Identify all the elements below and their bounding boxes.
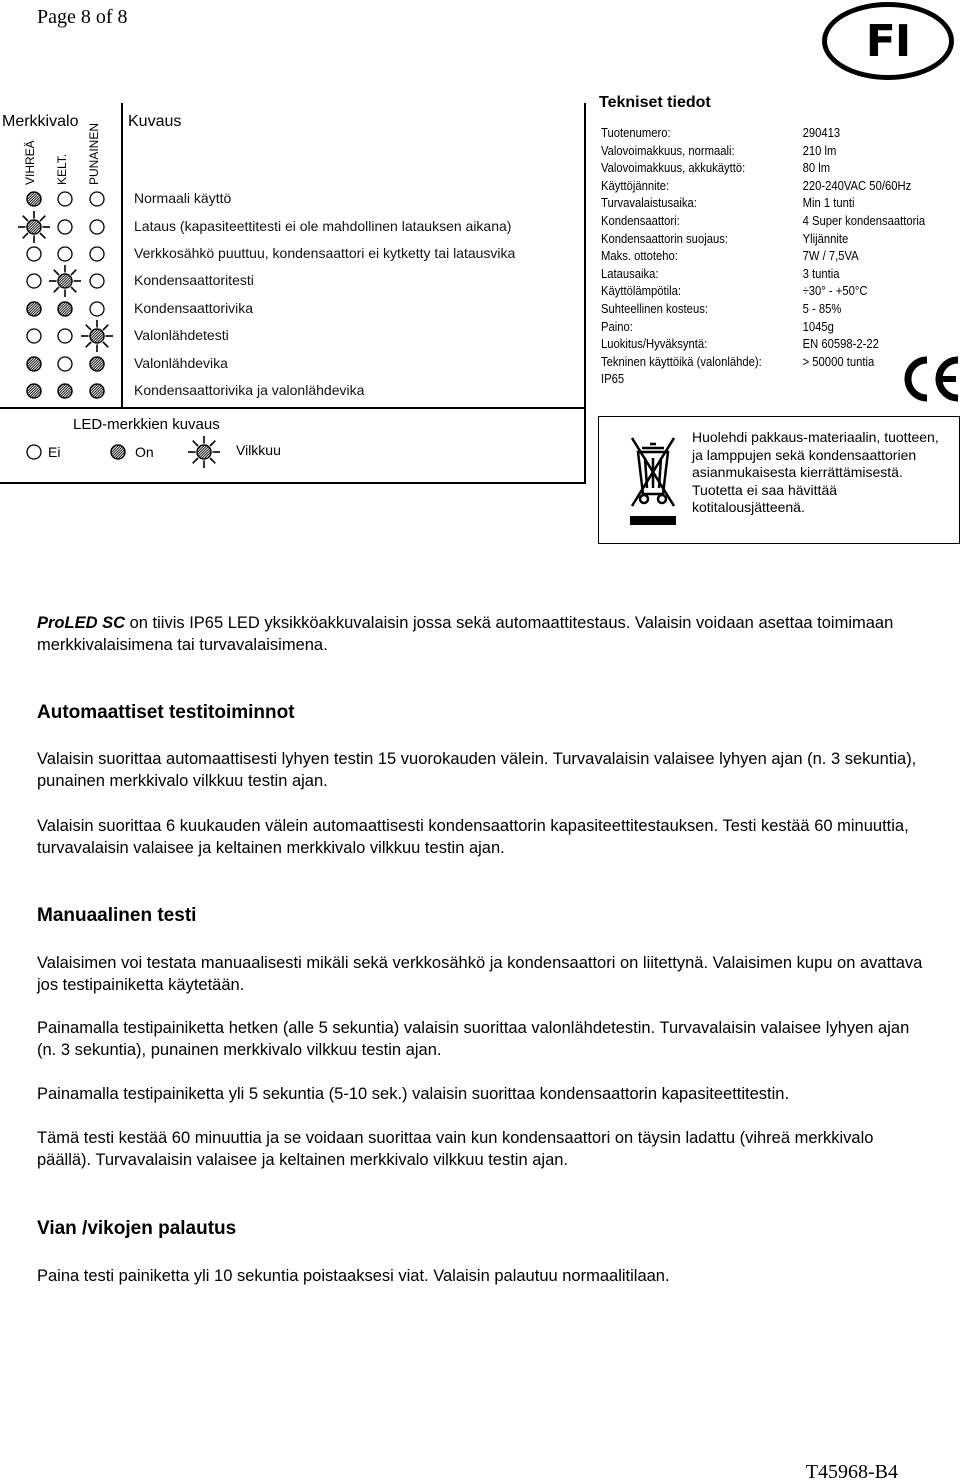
spec-key: Maks. ottoteho: — [601, 249, 678, 264]
led-row-description: Valonlähdevika — [134, 355, 228, 371]
led-row-description: Kondensaattorivika ja valonlähdevika — [134, 382, 365, 398]
spec-key: IP65 — [601, 372, 625, 387]
manual-test-paragraph-2: Painamalla testipainiketta hetken (alle 5 sekuntia) valaisin suorittaa valonlähdetestin. Turvavalaisin valaisee lyhyen ajan (n. 3 sekuntia), punainen merkkivalo vilkkuu testin ajan. — [37, 1019, 910, 1059]
led-off-icon — [17, 435, 51, 469]
led-blink-icon — [187, 435, 221, 469]
column-label-green: VIHREÄ — [23, 140, 37, 185]
led-on-icon — [48, 374, 82, 408]
spec-key: Käyttöjännite: — [601, 178, 670, 193]
spec-value: 3 tuntia — [802, 266, 840, 281]
spec-value: 80 lm — [802, 161, 831, 176]
spec-key: Valovoimakkuus, normaali: — [601, 143, 735, 158]
led-on-icon — [101, 435, 135, 469]
heading-fault-reset: Vian /vikojen palautus — [37, 1218, 237, 1239]
spec-value: 4 Super kondensaattoria — [802, 214, 926, 228]
legend-title: LED-merkkien kuvaus — [73, 416, 220, 433]
led-row-description: Verkkosähkö puuttuu, kondensaattori ei kytketty tai latausvika — [134, 245, 516, 261]
spec-key: Tuotenumero: — [601, 126, 671, 140]
auto-tests-paragraph-2: Valaisin suorittaa 6 kuukauden välein automaattisesti kondensaattorin kapasiteettitestauksen. Testi kestää 60 minuuttia, turvavalaisin valaisee ja keltainen merkkivalo vilkkuu testin ajan. — [37, 817, 909, 857]
intro-paragraph — [37, 612, 927, 656]
spec-key: Paino: — [601, 319, 633, 334]
manual-test-paragraph-4: Tämä testi kestää 60 minuuttia ja se voidaan suorittaa vain kun kondensaattori on täysin ladattu (vihreä merkkivalo päällä). Turvavalaisin valaisee ja keltainen merkkivalo vilkkuu testin ajan. — [37, 1129, 874, 1169]
recycle-notice-text: Huolehdi pakkaus-materiaalin, tuotteen, ja lamppujen sekä kondensaattorien asianmukaisesta kierrättämisestä. Tuotetta ei saa hävittää kotitalousjätteenä. — [692, 429, 939, 515]
spec-key: Kondensaattori: — [601, 214, 680, 228]
spec-key: Latausaika: — [601, 266, 659, 281]
tech-specs-title: Tekniset tiedot — [599, 94, 711, 111]
spec-value: 290413 — [802, 126, 841, 140]
product-name: ProLED SC — [37, 614, 126, 632]
language-badge — [822, 2, 954, 80]
manual-test-paragraph-1: Valaisimen voi testata manuaalisesti mikäli sekä verkkosähkö ja kondensaattori on liitettynä. Valaisimen kupu on avattava jos testipainiketta käytetään. — [37, 954, 923, 994]
fault-reset-paragraph: Paina testi painiketta yli 10 sekuntia poistaaksesi viat. Valaisin palautuu normaalitilaan. — [37, 1267, 670, 1285]
led-row-description: Lataus (kapasiteettitesti ei ole mahdollinen latauksen aikana) — [134, 218, 512, 234]
auto-tests-paragraph-1: Valaisin suorittaa automaattisesti lyhyen testin 15 vuorokauden välein. Turvavalaisin valaisee lyhyen ajan (n. 3 sekuntia), punainen merkkivalo vilkkuu testin ajan. — [37, 750, 917, 790]
spec-key: Tekninen käyttöikä (valonlähde): — [601, 354, 762, 369]
led-header-description: Kuvaus — [128, 113, 182, 130]
spec-key: Turvavalaistusaika: — [601, 196, 697, 211]
spec-value: 210 lm — [802, 143, 837, 158]
led-row-description: Normaali käyttö — [134, 190, 232, 206]
page-number: Page 8 of 8 — [37, 6, 128, 28]
legend-off-label: Ei — [48, 444, 61, 460]
crossed-bin-icon — [628, 426, 678, 530]
heading-manual-test: Manuaalinen testi — [37, 905, 197, 926]
led-row-description: Kondensaattorivika — [134, 300, 254, 316]
led-table-divider — [121, 103, 123, 408]
language-code: FI — [865, 15, 911, 67]
spec-value: 1045g — [802, 319, 834, 334]
spec-value: Ylijännite — [802, 231, 849, 246]
spec-value: > 50000 tuntia — [802, 354, 875, 369]
column-label-yellow: KELT. — [55, 153, 69, 185]
heading-automatic-tests: Automaattiset testitoiminnot — [37, 702, 295, 723]
spec-key: Käyttölämpötila: — [601, 284, 682, 299]
legend-on-label: On — [135, 444, 154, 460]
legend-blink-label: Vilkkuu — [236, 442, 281, 458]
intro-text: on tiivis IP65 LED yksikköakkuvalaisin jossa sekä automaattitestaus. Valaisin voidaan asettaa toimimaan merkkivalaisimena tai turvavalaisimena. — [37, 614, 894, 654]
spec-value: Min 1 tunti — [802, 196, 855, 211]
spec-key: Luokitus/Hyväksyntä: — [601, 337, 708, 352]
spec-value: 220-240VAC 50/60Hz — [802, 178, 912, 193]
led-row-description: Valonlähdetesti — [134, 327, 229, 343]
led-row-description: Kondensaattoritesti — [134, 272, 254, 288]
led-on-icon — [80, 374, 114, 408]
spec-key: Valovoimakkuus, akkukäyttö: — [601, 161, 746, 176]
ce-mark-icon — [900, 354, 960, 404]
spec-value: EN 60598-2-22 — [802, 337, 879, 352]
led-on-icon — [17, 374, 51, 408]
spec-key: Suhteellinen kosteus: — [601, 302, 708, 316]
document-code: T45968-B4 — [805, 1461, 898, 1482]
column-label-red: PUNAINEN — [87, 122, 101, 185]
spec-value: 5 - 85% — [802, 302, 842, 316]
spec-value: ÷30° - +50°C — [802, 284, 868, 299]
led-header-indicator: Merkkivalo — [2, 113, 79, 130]
spec-key: Kondensaattorin suojaus: — [601, 231, 728, 246]
manual-test-paragraph-3: Painamalla testipainiketta yli 5 sekuntia (5-10 sek.) valaisin suorittaa kondensaattorin kapasiteettitestin. — [37, 1085, 790, 1103]
spec-value: 7W / 7,5VA — [802, 249, 859, 264]
